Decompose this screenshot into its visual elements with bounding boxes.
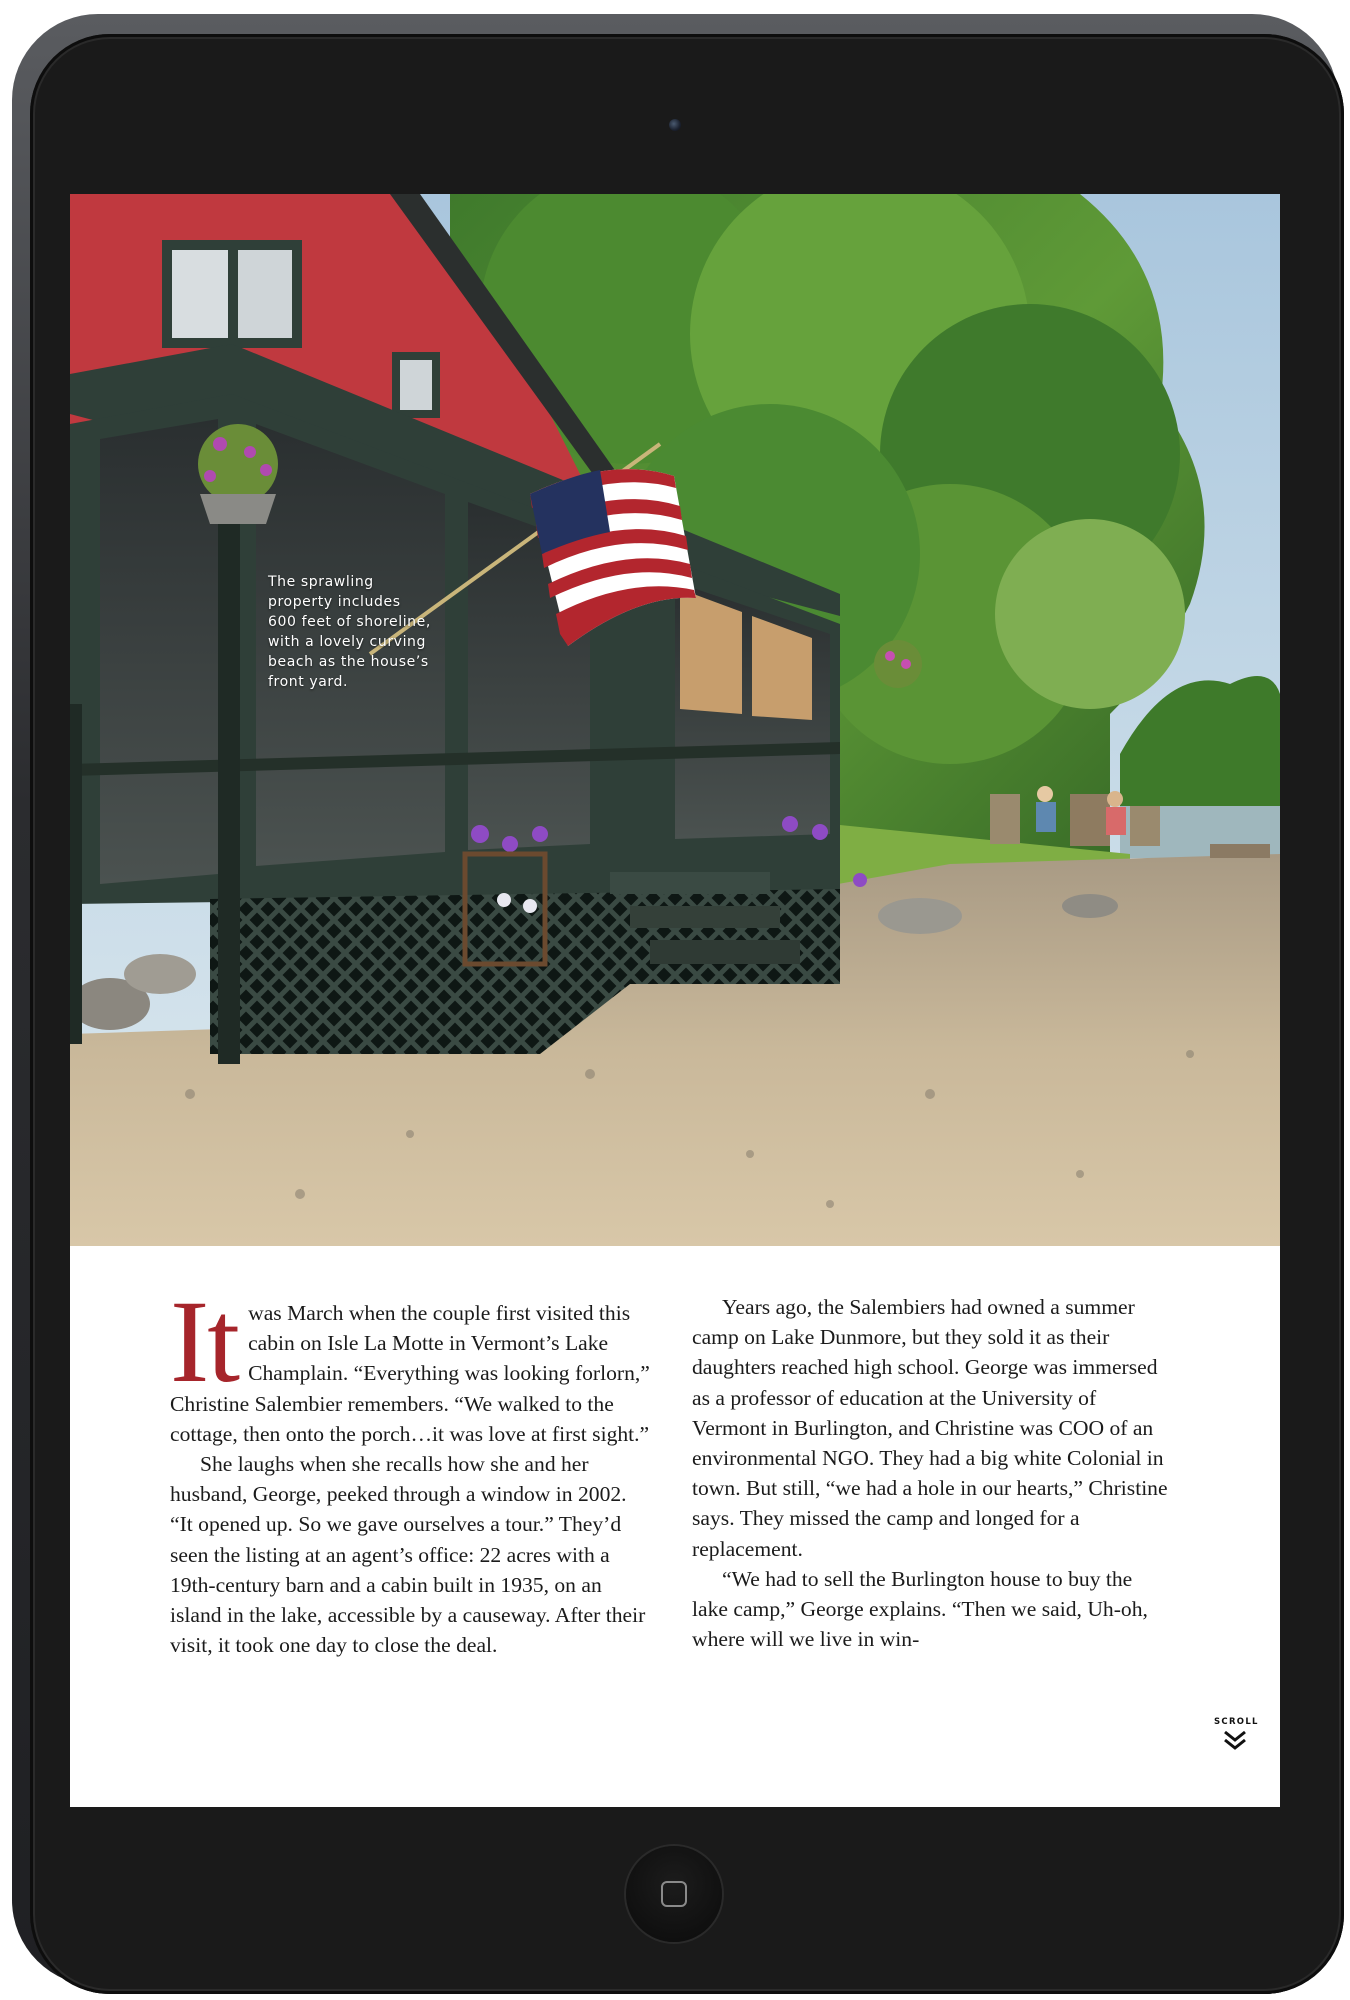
article-column-left: [170, 1276, 650, 1660]
cabin-photo: [70, 194, 1280, 1246]
scroll-indicator[interactable]: [1214, 1717, 1259, 1750]
paragraph-2: She laughs when she recalls how she and her husband, George, peeked through a window in 2002. “It opened up. So we gave ourselves a tour.” They’d seen the listing at an agent’s office: 22 acres with a 19th-century barn and a cabin built in 1935, on an island in the lake, accessible by a causeway. After their visit, it took one day to close the deal.: [170, 1452, 646, 1658]
article-body: [70, 1246, 1280, 1807]
article-column-right: [692, 1292, 1172, 1654]
lead-paragraph: [170, 1276, 650, 1449]
home-square-icon: [661, 1881, 687, 1907]
drop-cap: It: [170, 1276, 239, 1407]
double-chevron-down-icon: [1223, 1730, 1247, 1750]
scroll-label: SCROLL: [1214, 1717, 1259, 1727]
photo-caption: The sprawling property includes 600 feet of shoreline, with a lovely curving beach as the house’s front yard.: [268, 574, 431, 690]
paragraph-3: Years ago, the Salembiers had owned a summer camp on Lake Dunmore, but they sold it as their daughters reached high school. George was immersed as a professor of education at the University of Vermont in Burlington, and Christine was COO of an environmental NGO. They had a big white Colonial in town. But still, “we had a hole in our hearts,” Christine says. They missed the camp and longed for a replacement.: [692, 1295, 1168, 1561]
tablet-screen: [70, 194, 1280, 1807]
paragraph-4: “We had to sell the Burlington house to buy the lake camp,” George explains. “Then we said, Uh-oh, where will we live in win-: [692, 1566, 1148, 1652]
front-camera: [669, 119, 681, 131]
home-button[interactable]: [626, 1846, 722, 1942]
lead-text: was March when the couple first visited this cabin on Isle La Motte in Vermont’s Lake Champlain. “Everything was looking forlorn,” Christine Salembier remembers. “We walked to the cottage, then onto the porch…it was love at first sight.”: [170, 1301, 650, 1446]
